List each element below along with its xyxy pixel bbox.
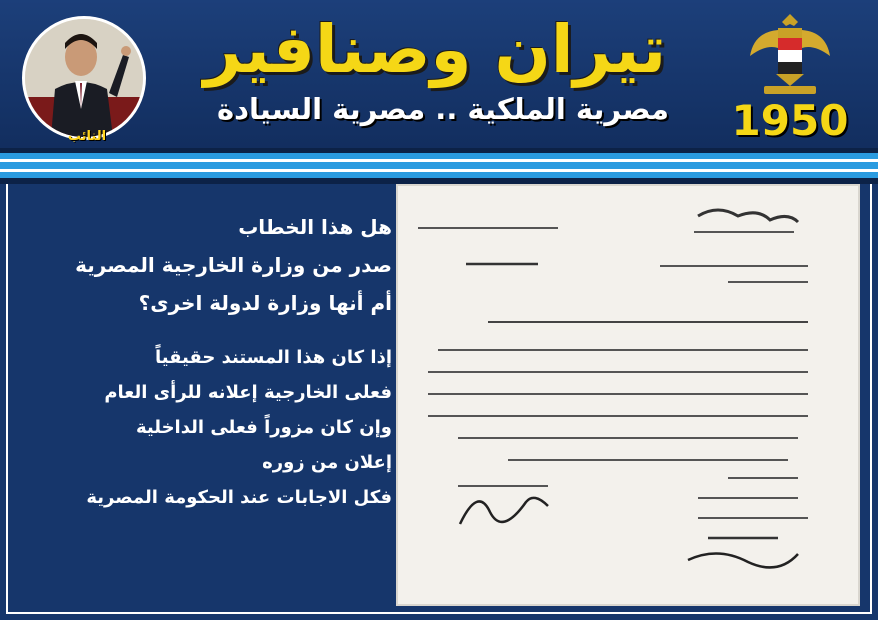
paragraph-line: فكل الاجابات عند الحكومة المصرية xyxy=(86,487,392,508)
mp-role: النائب xyxy=(67,129,107,144)
document-image xyxy=(398,186,858,604)
question-line: أم أنها وزارة لدولة اخرى؟ xyxy=(138,291,392,315)
year-label: 1950 xyxy=(731,96,849,145)
stripe-divider xyxy=(0,148,878,184)
header xyxy=(0,0,878,148)
question-line: هل هذا الخطاب xyxy=(238,215,392,239)
paragraph-line: إعلان من زوره xyxy=(262,452,392,473)
avatar xyxy=(22,16,146,140)
paragraph-line: فعلى الخارجية إعلانه للرأى العام xyxy=(104,382,392,403)
question-line: صدر من وزارة الخارجية المصرية xyxy=(75,253,392,277)
eagle-emblem-icon xyxy=(748,8,832,98)
scanned-letter xyxy=(398,186,858,604)
paragraph-line: إذا كان هذا المستند حقيقياً xyxy=(154,347,392,368)
poster-title: تيران وصنافير xyxy=(203,11,667,88)
poster-subtitle: مصرية الملكية .. مصرية السيادة xyxy=(217,92,669,126)
paragraph-line: وإن كان مزوراً فعلى الداخلية xyxy=(135,417,392,438)
body-text xyxy=(6,208,392,515)
